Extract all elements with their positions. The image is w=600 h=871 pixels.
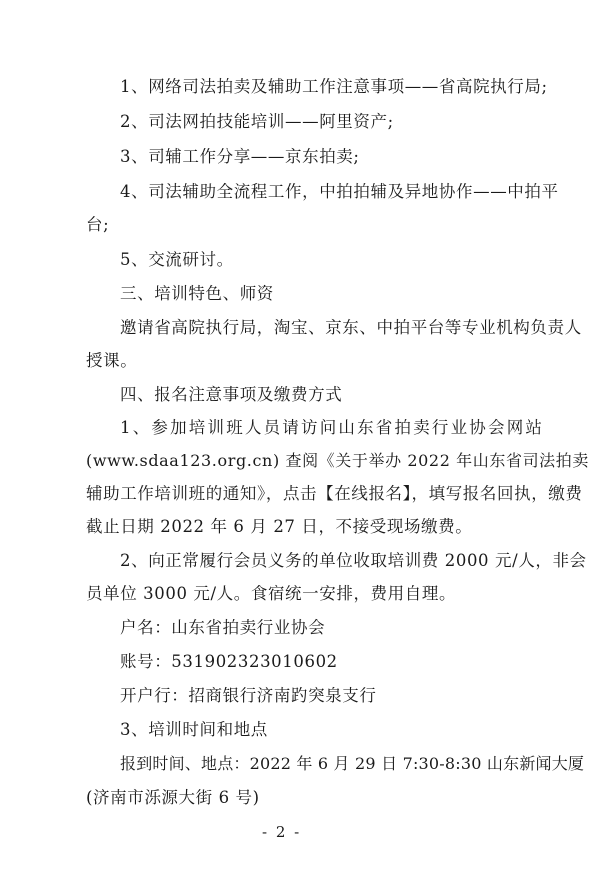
account-name: 户名：山东省拍卖行业协会 [120, 618, 326, 637]
paragraph-line: 2、向正常履行会员义务的单位收取培训费 2000 元/人，非会 [120, 551, 587, 570]
list-item-3-heading: 3、培训时间和地点 [120, 720, 268, 739]
paragraph-line: 1、参加培训班人员请访问山东省拍卖行业协会网站 [120, 418, 545, 437]
account-number: 账号：531902323010602 [120, 652, 338, 671]
paragraph-line: 报到时间、地点：2022 年 6 月 29 日 7:30-8:30 山东新闻大厦 [120, 754, 585, 773]
list-item-4: 4、司法辅助全流程工作，中拍拍辅及异地协作——中拍平 [120, 182, 559, 201]
paragraph-line: (www.sdaa123.org.cn) 查阅《关于举办 2022 年山东省司法拍卖 [86, 451, 589, 470]
paragraph-line: 授课。 [86, 351, 138, 370]
page-number: - 2 - [262, 823, 302, 841]
paragraph-line: 邀请省高院执行局，淘宝、京东、中拍平台等专业机构负责人 [120, 318, 582, 337]
account-bank: 开户行：招商银行济南趵突泉支行 [120, 686, 377, 705]
paragraph-line: (济南市泺源大街 6 号) [86, 788, 260, 807]
list-item-2: 2、司法网拍技能培训——阿里资产; [120, 112, 394, 131]
paragraph-line: 员单位 3000 元/人。食宿统一安排，费用自理。 [86, 584, 457, 603]
list-item-4-continuation: 台; [86, 215, 110, 234]
section-heading-3: 三、培训特色、师资 [120, 284, 274, 303]
paragraph-line: 截止日期 2022 年 6 月 27 日，不接受现场缴费。 [86, 517, 473, 536]
section-heading-4: 四、报名注意事项及缴费方式 [120, 385, 343, 404]
list-item-5: 5、交流研讨。 [120, 250, 234, 269]
list-item-3: 3、司辅工作分享——京东拍卖; [120, 147, 360, 166]
list-item-1: 1、网络司法拍卖及辅助工作注意事项——省高院执行局; [120, 77, 548, 96]
paragraph-line: 辅助工作培训班的通知》，点击【在线报名】，填写报名回执，缴费 [86, 484, 583, 503]
